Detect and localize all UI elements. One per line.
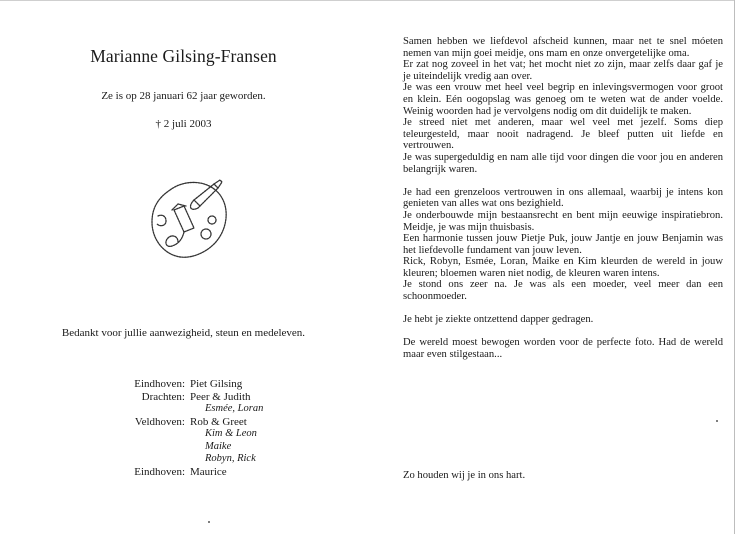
text-paragraph: Je had een grenzeloos vertrouwen in ons allemaal, waarbij je intens kon genieten van alles wat ons bezighield. (403, 186, 723, 210)
death-date: † 2 juli 2003 (155, 118, 212, 130)
text-paragraph: Samen hebben we liefdevol afscheid kunnen, maar net te snel móeten nemen van mijn goei meidje, ons mam en onze onvergetelijke oma. (403, 36, 723, 59)
family-names: Peer & Judith (190, 390, 251, 403)
text-paragraph: Je stond ons zeer na. Je was als een moeder, veel meer dan een schoonmoeder. (403, 279, 723, 303)
family-place: Eindhoven: (134, 378, 185, 390)
family-grandchildren: Esmée, Loran (205, 403, 264, 414)
family-names: Rob & Greet (190, 415, 247, 428)
text-paragraph: Je streed niet met anderen, maar wel veel met jezelf. Soms diep teleurgesteld, maar nooit nadragend. Je bleef putten uit liefde en vertrouwen. (403, 117, 723, 152)
text-paragraph: De wereld moest bewogen worden voor de perfecte foto. Had de wereld maar even stilgestaan... (403, 337, 723, 361)
right-panel (403, 36, 723, 361)
thanks-line: Bedankt voor jullie aanwezigheid, steun en medeleven. (61, 327, 306, 339)
closing-line: Zo houden wij je in ons hart. (403, 470, 526, 481)
family-grandchildren: Robyn, Rick (205, 453, 256, 464)
scan-speck (716, 420, 718, 422)
scan-speck (208, 521, 210, 523)
text-paragraph: Rick, Robyn, Esmée, Loran, Maike en Kim kleurden de wereld in jouw kleuren; bloemen waren niet nodig, de kleuren waren intens. (403, 256, 723, 279)
family-names: Maurice (190, 465, 227, 478)
family-place: Drachten: (141, 390, 185, 403)
palette-brush-icon (148, 176, 230, 262)
family-grandchildren: Maike (205, 440, 232, 452)
left-panel (0, 0, 367, 534)
text-paragraph: Een harmonie tussen jouw Pietje Puk, jouw Jantje en jouw Benjamin was het liefdevolle fundament van jouw leven. (403, 233, 723, 256)
text-paragraph: Je was een vrouw met heel veel begrip en inlevingsvermogen voor groot en klein. Eén oogopslag was genoeg om te weten wat de ander voelde. Weinig woorden had je vervolgens nodig om dit duidelijk te maken. (403, 82, 723, 117)
text-paragraph: Je hebt je ziekte ontzettend dapper gedragen. (403, 314, 594, 326)
age-line: Ze is op 28 januari 62 jaar geworden. (101, 90, 266, 102)
text-paragraph: Je onderbouwde mijn bestaansrecht en bent mijn eeuwige inspiratiebron. Meidje, je was mijn thuisbasis. (403, 209, 723, 233)
text-paragraph: Er zat nog zoveel in het vat; het mocht niet zo zijn, maar zelfs daar gaf je je uiteindelijk vredig aan over. (403, 59, 723, 82)
family-names: Piet Gilsing (190, 378, 243, 390)
deceased-name: Marianne Gilsing-Fransen (90, 46, 277, 66)
text-paragraph: Je was supergeduldig en nam alle tijd voor dingen die voor jou en anderen belangrijk waren. (403, 151, 723, 175)
family-place: Veldhoven: (134, 415, 185, 428)
family-place: Eindhoven: (134, 465, 185, 478)
family-grandchildren: Kim & Leon (205, 428, 257, 439)
